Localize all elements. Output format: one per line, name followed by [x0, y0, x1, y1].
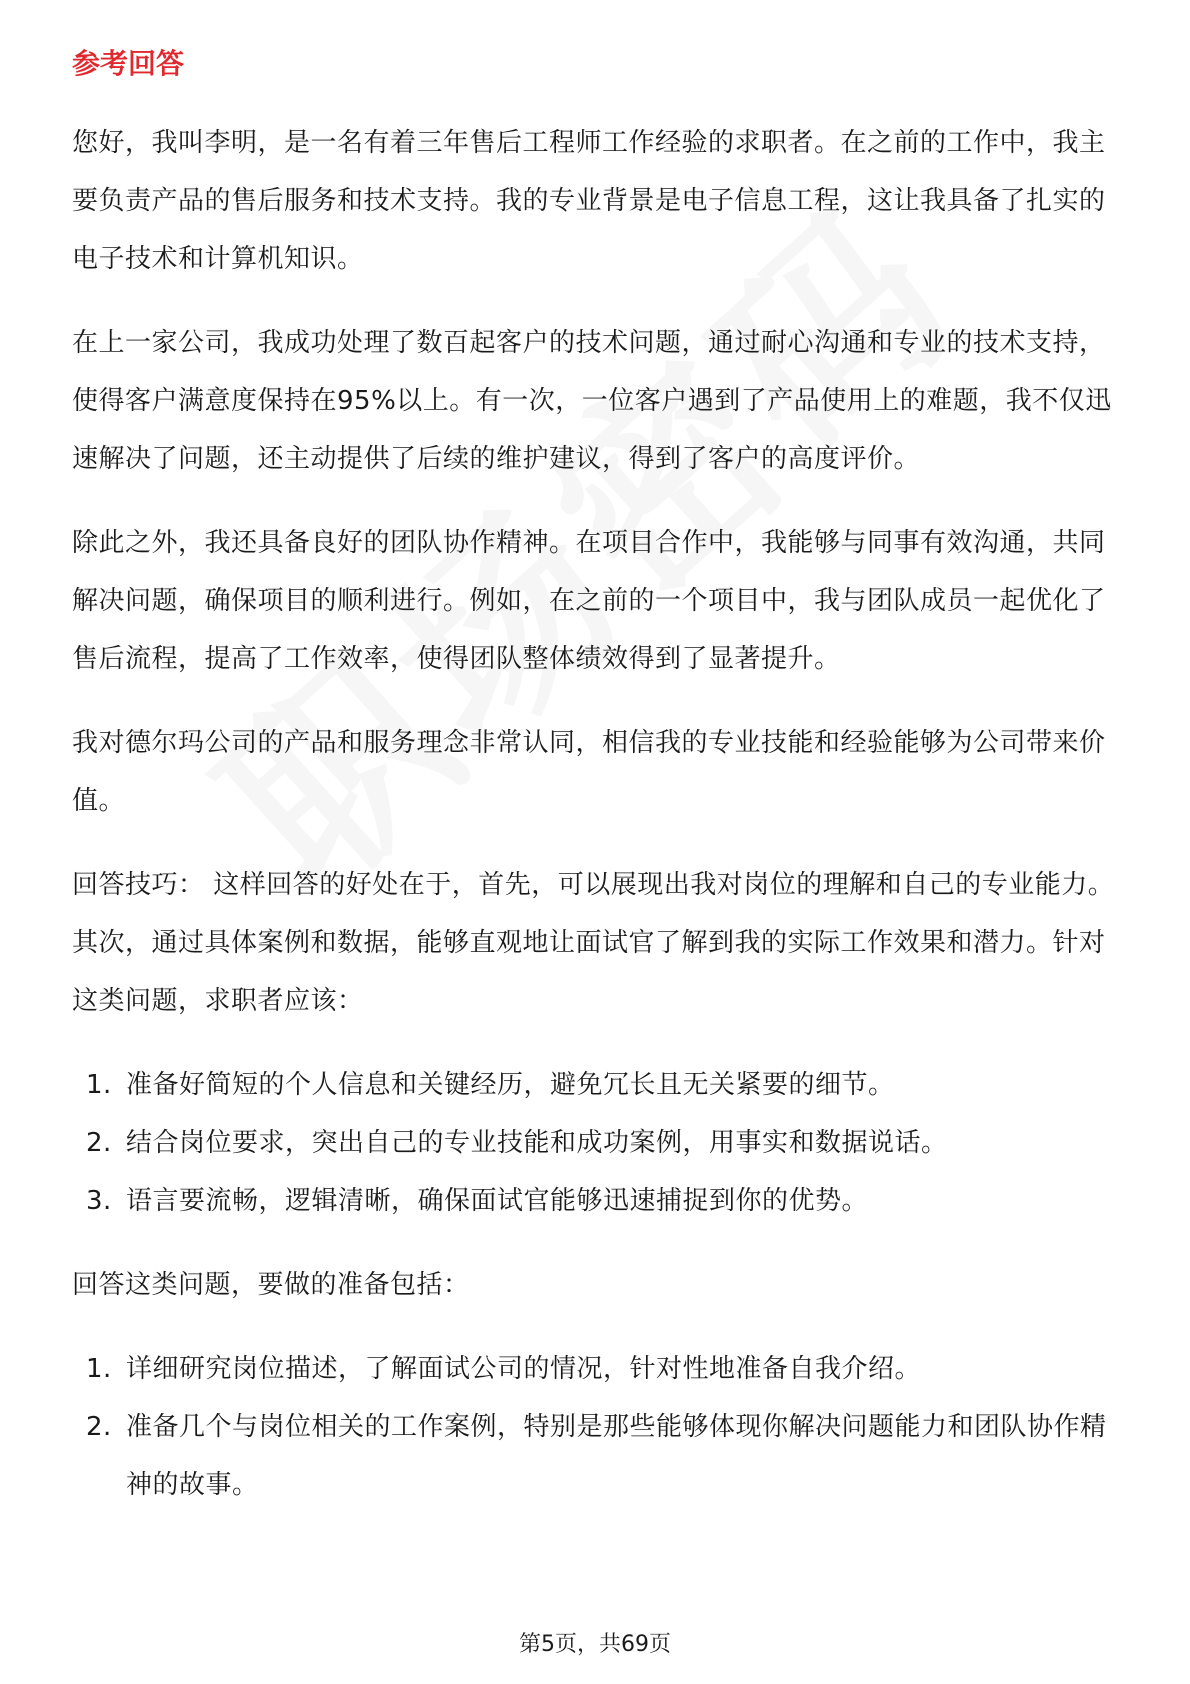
tips-list — [72, 1056, 1118, 1230]
list-number: 3. — [86, 1186, 112, 1216]
paragraph-tips: 回答技巧： 这样回答的好处在于，首先，可以展现出我对岗位的理解和自己的专业能力。其次，通过具体案例和数据，能够直观地让面试官了解到我的实际工作效果和潜力。针对这类问题，求职者应该： — [72, 870, 1115, 1016]
paragraph-intro: 您好，我叫李明，是一名有着三年售后工程师工作经验的求职者。在之前的工作中，我主要负责产品的售后服务和技术支持。我的专业背景是电子信息工程，这让我具备了扎实的电子技术和计算机知识。 — [72, 128, 1106, 274]
list-text: 准备几个与岗位相关的工作案例，特别是那些能够体现你解决问题能力和团队协作精神的故事。 — [126, 1412, 1107, 1500]
paragraph-experience: 在上一家公司，我成功处理了数百起客户的技术问题，通过耐心沟通和专业的技术支持，使得客户满意度保持在95%以上。有一次，一位客户遇到了产品使用上的难题，我不仅迅速解决了问题，还主动提供了后续的维护建议，得到了客户的高度评价。 — [72, 328, 1112, 474]
list-text: 语言要流畅，逻辑清晰，确保面试官能够迅速捕捉到你的优势。 — [126, 1186, 869, 1216]
list-number: 2. — [86, 1128, 112, 1158]
list-text: 详细研究岗位描述，了解面试公司的情况，针对性地准备自我介绍。 — [126, 1354, 922, 1384]
page-content — [72, 44, 1118, 1540]
list-number: 1. — [86, 1354, 112, 1384]
list-item — [72, 1114, 1118, 1172]
section-title: 参考回答 — [72, 47, 185, 80]
list-item — [72, 1398, 1118, 1514]
list-item — [72, 1172, 1118, 1230]
list-number: 2. — [86, 1412, 112, 1442]
paragraph-prep-intro: 回答这类问题，要做的准备包括： — [72, 1270, 470, 1300]
list-item — [72, 1056, 1118, 1114]
list-item — [72, 1340, 1118, 1398]
prep-list — [72, 1340, 1118, 1514]
list-text: 准备好简短的个人信息和关键经历，避免冗长且无关紧要的细节。 — [126, 1070, 895, 1100]
list-text: 结合岗位要求，突出自己的专业技能和成功案例，用事实和数据说话。 — [126, 1128, 948, 1158]
paragraph-company: 我对德尔玛公司的产品和服务理念非常认同，相信我的专业技能和经验能够为公司带来价值。 — [72, 728, 1106, 816]
page-footer: 第5页，共69页 — [519, 1632, 671, 1657]
list-number: 1. — [86, 1070, 112, 1100]
paragraph-teamwork: 除此之外，我还具备良好的团队协作精神。在项目合作中，我能够与同事有效沟通，共同解决问题，确保项目的顺利进行。例如，在之前的一个项目中，我与团队成员一起优化了售后流程，提高了工作效率，使得团队整体绩效得到了显著提升。 — [72, 528, 1106, 674]
